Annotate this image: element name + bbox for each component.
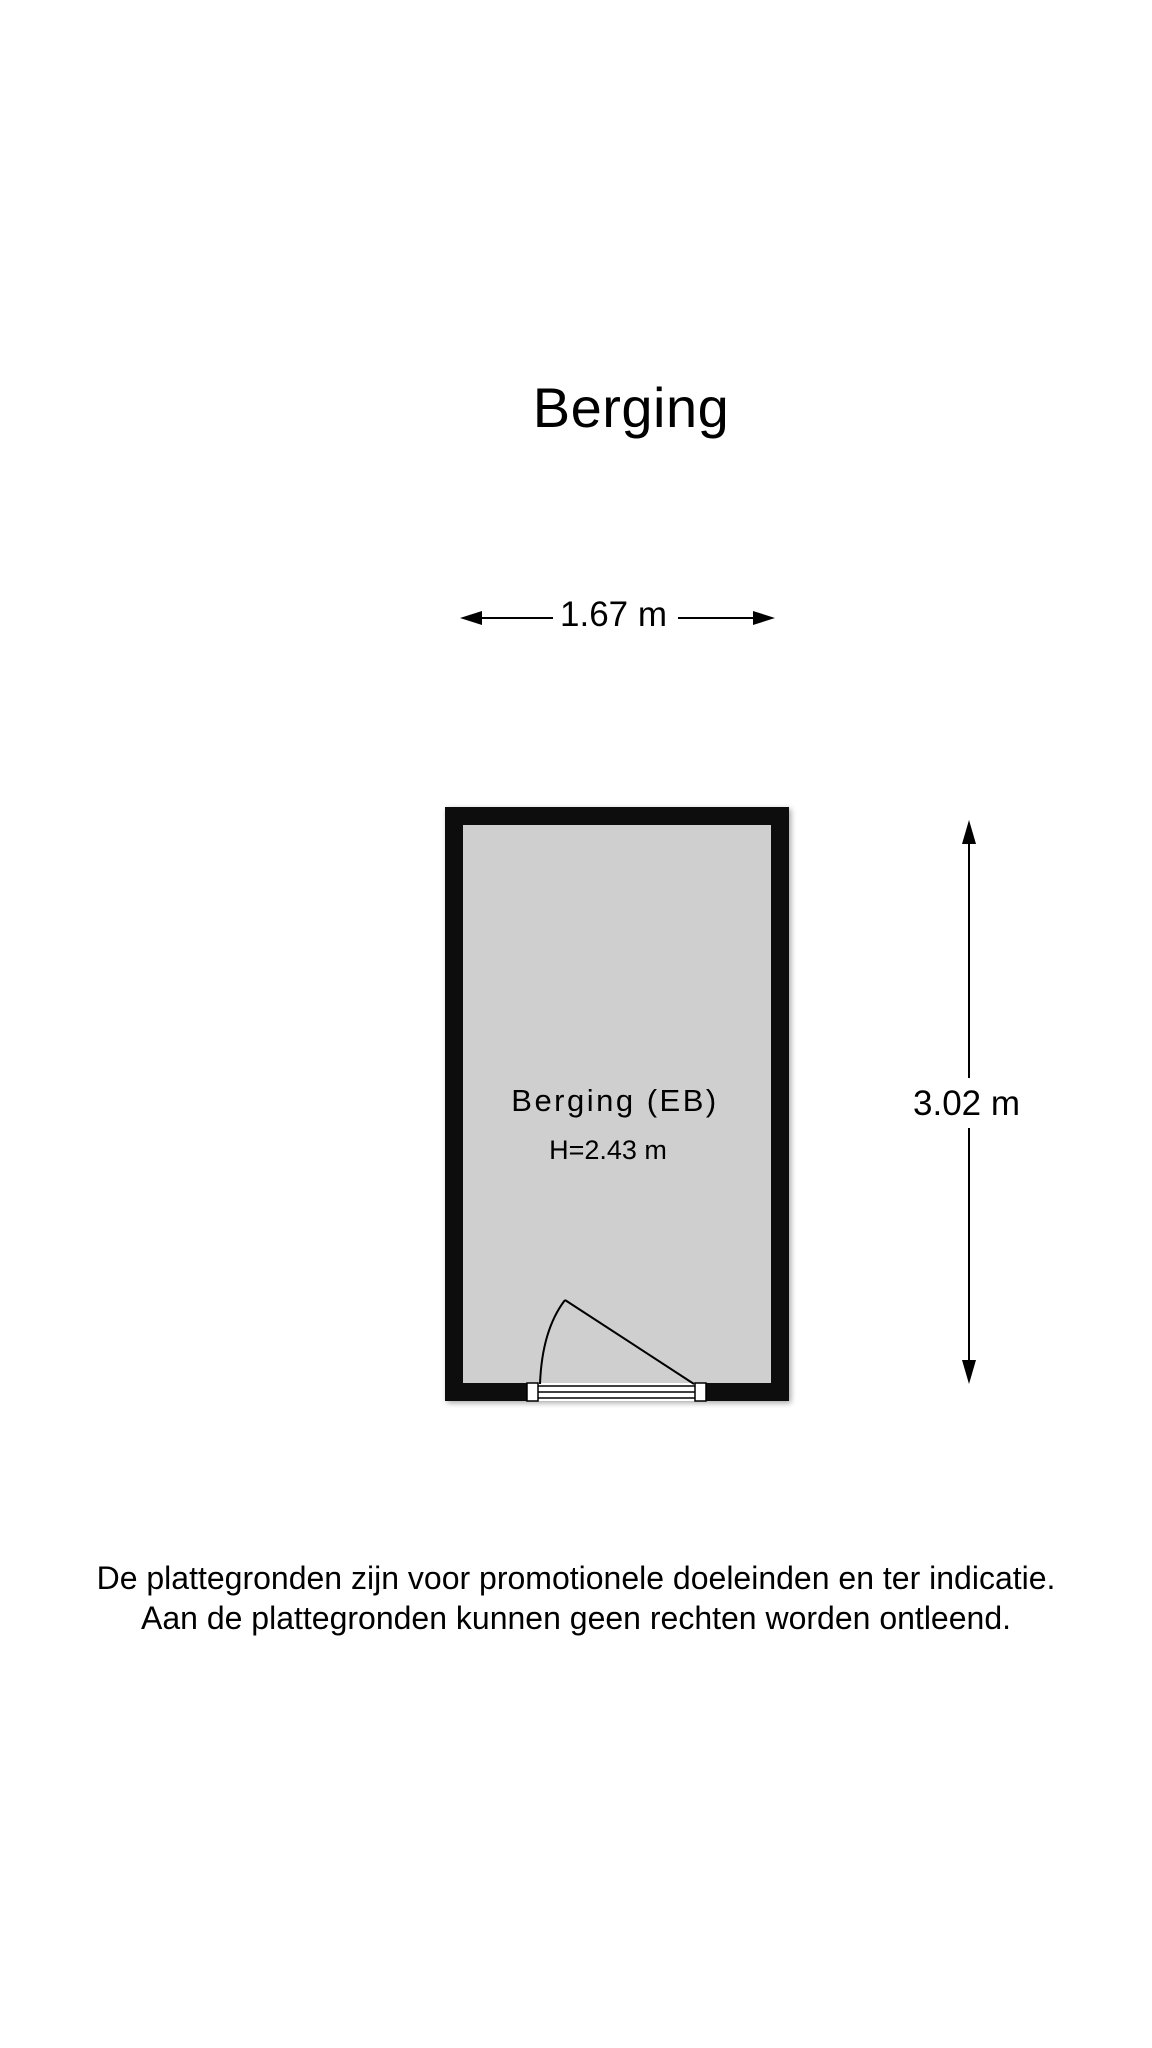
arrow-right-icon — [753, 611, 775, 625]
disclaimer — [0, 1558, 1152, 1638]
depth-dimension-label: 3.02 m — [913, 1084, 1020, 1123]
door-jamb-left — [527, 1383, 538, 1401]
arrow-down-icon — [962, 1360, 976, 1384]
room-name-label: Berging (EB) — [511, 1083, 719, 1118]
page-title: Berging — [532, 376, 730, 439]
room-height-label: H=2.43 m — [549, 1135, 667, 1165]
arrow-up-icon — [962, 820, 976, 844]
disclaimer-line-1: De plattegronden zijn voor promotionele doeleinden en ter indicatie. — [96, 1560, 1056, 1596]
disclaimer-line-2: Aan de plattegronden kunnen geen rechten worden ontleend. — [140, 1600, 1011, 1636]
door-jamb-right — [695, 1383, 706, 1401]
width-dimension-label: 1.67 m — [556, 597, 671, 632]
arrow-left-icon — [460, 611, 482, 625]
